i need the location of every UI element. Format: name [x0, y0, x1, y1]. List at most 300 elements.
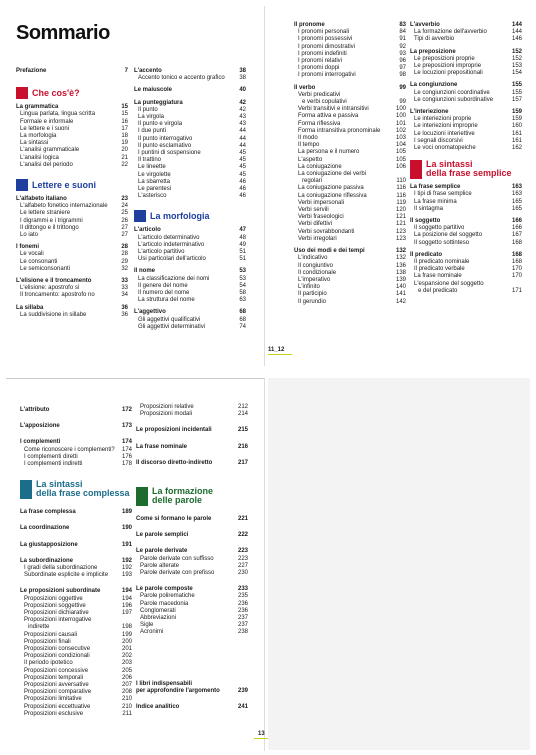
toc-subentry — [410, 70, 522, 77]
toc-subentry-label: Il trattino — [138, 157, 162, 164]
toc-entry: La coordinazione 190 — [20, 525, 132, 532]
toc-subentry-page: 38 — [239, 75, 246, 82]
toc-subentry-page: 103 — [395, 135, 406, 142]
toc-subentry-label: Il condizionale — [298, 269, 337, 276]
toc-subentry — [134, 164, 246, 171]
toc-subentry-label: La coniugazione passiva — [298, 185, 364, 192]
toc-subentry — [294, 51, 406, 58]
toc-subentry — [294, 207, 406, 214]
toc-subentry — [134, 317, 246, 324]
toc-subentry — [294, 142, 406, 149]
toc-subentry — [136, 404, 248, 411]
toc-subentry-page: 196 — [121, 602, 132, 609]
toc-subentry-page: 34 — [121, 292, 128, 299]
page-number-rule — [268, 354, 292, 355]
toc-subentry-label: Il soggetto partitivo — [414, 225, 465, 232]
toc-subentry-label: Verbi irregolari — [298, 235, 337, 242]
toc-subentry-page: 155 — [511, 89, 522, 96]
toc-subentry-page: 120 — [395, 207, 406, 214]
toc-subentry — [134, 242, 246, 249]
toc-entry: La subordinazione 192 — [20, 557, 132, 564]
toc-subentry — [134, 157, 246, 164]
toc-entry: Le parole derivate 223 — [136, 548, 248, 555]
toc-subentry-page: 200 — [121, 638, 132, 645]
toc-subentry — [136, 570, 248, 577]
toc-subentry-page: 100 — [395, 113, 406, 120]
toc-sublist — [20, 565, 132, 579]
toc-subentry-page: 15 — [121, 111, 128, 118]
toc-subentry — [134, 121, 246, 128]
toc-subentry-page: 43 — [239, 114, 246, 121]
toc-subentry-page: 121 — [395, 221, 406, 228]
toc-subentry-page: 162 — [511, 145, 522, 152]
toc-subentry — [20, 668, 132, 675]
toc-subentry-page: 236 — [237, 607, 248, 614]
toc-subentry-label: Le vocali — [20, 251, 44, 258]
toc-subentry — [16, 210, 128, 217]
toc-subentry — [16, 285, 128, 292]
toc-subentry — [20, 704, 132, 711]
toc-subentry-label: L'elisione: apostrofo sì — [20, 285, 80, 292]
toc-subentry — [410, 116, 522, 123]
toc-subentry — [294, 65, 406, 72]
toc-subentry — [20, 711, 132, 718]
toc-subentry — [16, 292, 128, 299]
toc-subentry-label: La frase nominale — [414, 273, 462, 280]
toc-subentry-page: 152 — [511, 55, 522, 62]
toc-subentry-page: 45 — [239, 150, 246, 157]
toc-entry: Indice analitico 241 — [136, 704, 248, 711]
toc-subentry — [134, 193, 246, 200]
toc-subentry-page: 21 — [121, 154, 128, 161]
toc-subentry-page: 45 — [239, 171, 246, 178]
toc-column — [20, 407, 132, 718]
toc-subentry — [410, 36, 522, 43]
toc-sublist — [134, 107, 246, 201]
toc-subentry — [294, 171, 406, 178]
toc-subentry-label: Il periodo ipotetico — [24, 660, 73, 667]
toc-subentry — [410, 138, 522, 145]
toc-subentry-label: L'espansione del soggetto — [414, 280, 484, 287]
toc-subentry-page: 154 — [511, 70, 522, 77]
toc-subentry-page: 139 — [395, 276, 406, 283]
toc-subentry-page: 119 — [396, 199, 406, 206]
toc-subentry-label: Il punto esclamativo — [138, 142, 192, 149]
toc-entry: Il nome 53 — [134, 268, 246, 275]
toc-subentry-page: 237 — [237, 622, 248, 629]
toc-subentry — [20, 682, 132, 689]
toc-subentry-page: 192 — [121, 565, 132, 572]
toc-subentry-page: 102 — [395, 127, 406, 134]
toc-subentry-label: Le lettere e i suoni — [20, 125, 70, 132]
toc-subentry-label: Il troncamento: apostrofo no — [20, 292, 95, 299]
toc-subentry-page: 19 — [121, 140, 128, 147]
toc-subentry — [20, 632, 132, 639]
toc-subentry-label: Sigle — [140, 622, 154, 629]
toc-subentry — [16, 126, 128, 133]
toc-subentry-label: La posizione del soggetto — [414, 232, 483, 239]
toc-subentry-page: 144 — [511, 29, 522, 36]
toc-subentry-page: 106 — [395, 163, 406, 170]
toc-subentry-page: 51 — [239, 256, 246, 263]
toc-subentry-label: I pronomi relativi — [298, 58, 343, 65]
toc-subentry-page: 105 — [395, 156, 406, 163]
toc-subentry-page: 44 — [239, 128, 246, 135]
toc-subentry-label: indirette — [28, 624, 50, 631]
toc-subentry-page: 46 — [239, 193, 246, 200]
toc-subentry-page: 132 — [395, 255, 406, 262]
toc-subentry — [134, 114, 246, 121]
toc-subentry-page: 207 — [121, 682, 132, 689]
section-title-line: La sintassi — [36, 479, 83, 490]
toc-subentry-page: 28 — [121, 251, 128, 258]
toc-subentry — [20, 660, 132, 667]
toc-entry: Le proposizioni incidentali 215 — [136, 427, 248, 434]
toc-subentry — [410, 191, 522, 198]
section-color-square — [134, 210, 146, 222]
toc-subentry — [20, 646, 132, 653]
toc-subentry-label: L'articolo determinativo — [138, 234, 200, 241]
toc-subentry — [134, 75, 246, 82]
toc-subentry-label: La formazione dell'avverbio — [414, 29, 487, 36]
toc-subentry-page: 24 — [121, 203, 128, 210]
toc-subentry — [294, 229, 406, 236]
toc-sublist — [134, 276, 246, 305]
toc-subentry-label: I puntini di sospensione — [138, 150, 201, 157]
toc-entry: La sillaba 36 — [16, 304, 128, 311]
toc-subentry — [20, 610, 132, 617]
toc-sublist — [410, 225, 522, 247]
toc-sublist — [134, 235, 246, 264]
toc-subentry-page: 206 — [121, 674, 132, 681]
toc-entry: La frase semplice 163 — [410, 184, 522, 191]
toc-subentry-label: Le consonanti — [20, 258, 58, 265]
toc-subentry-label: I pronomi personali — [298, 29, 350, 36]
toc-subentry — [20, 596, 132, 603]
toc-subentry-page — [404, 92, 406, 99]
toc-subentry — [16, 140, 128, 147]
toc-subentry-label: Il gerundio — [298, 298, 327, 305]
toc-subentry-page: 68 — [239, 316, 246, 323]
toc-subentry-page: 235 — [237, 593, 248, 600]
toc-entry: I complementi 174 — [20, 439, 132, 446]
toc-entry: Uso dei modi e dei tempi 132 — [294, 248, 406, 255]
toc-subentry-page: 214 — [237, 411, 248, 418]
toc-subentry — [410, 206, 522, 213]
section-title-line: La sintassi — [426, 159, 473, 170]
toc-subentry — [136, 629, 248, 636]
toc-subentry-page: 223 — [237, 555, 248, 562]
toc-subentry-page: 210 — [121, 703, 132, 710]
toc-subentry-page: 236 — [237, 600, 248, 607]
toc-subentry-page — [130, 617, 132, 624]
toc-sublist — [16, 203, 128, 239]
toc-subentry-page — [404, 171, 406, 178]
toc-subentry-page: 105 — [395, 149, 406, 156]
toc-subentry-label: I segnali discorsivi — [414, 137, 463, 144]
toc-subentry — [134, 290, 246, 297]
toc-sublist — [16, 251, 128, 273]
toc-subentry — [20, 572, 132, 579]
toc-subentry — [20, 653, 132, 660]
toc-subentry-page: 238 — [237, 629, 248, 636]
toc-subentry-label: Verbi transitivi e intransitivi — [298, 106, 369, 113]
toc-subentry-label: Le voci onomatopeiche — [414, 145, 476, 152]
section-header-che-cose: Che cos'è? — [16, 87, 128, 99]
toc-subentry-page: 29 — [121, 258, 128, 265]
toc-subentry — [136, 593, 248, 600]
toc-entry: L'alfabeto italiano 23 — [16, 196, 128, 203]
toc-subentry-label: e del predicato — [418, 287, 458, 294]
toc-subentry-label: Proposizioni dichiarative — [24, 610, 89, 617]
toc-subentry-label: La virgola — [138, 114, 165, 121]
toc-subentry-page: 165 — [511, 198, 522, 205]
toc-subentry-page: 210 — [121, 696, 132, 703]
toc-subentry-page: 194 — [121, 595, 132, 602]
toc-entry: La frase nominale 216 — [136, 443, 248, 450]
toc-entry: L'articolo 47 — [134, 227, 246, 234]
toc-subentry-page: 193 — [121, 572, 132, 579]
toc-subentry — [410, 199, 522, 206]
toc-entry: Il predicato 168 — [410, 251, 522, 258]
toc-subentry-page: 208 — [121, 689, 132, 696]
toc-subentry — [294, 135, 406, 142]
toc-subentry — [134, 324, 246, 331]
toc-subentry — [294, 255, 406, 262]
toc-subentry-label: Il sintagma — [414, 205, 444, 212]
toc-subentry-label: Forma attiva e passiva — [298, 113, 359, 120]
toc-sublist — [410, 29, 522, 43]
toc-subentry-page: 170 — [511, 266, 522, 273]
toc-subentry-page: 101 — [395, 120, 406, 127]
toc-subentry-label: Le locuzioni prepositionali — [414, 70, 483, 77]
toc-subentry-label: I pronomi dimostrativi — [298, 43, 356, 50]
section-title-line: delle parole — [152, 495, 203, 506]
toc-subentry-label: Parole alterate — [140, 562, 180, 569]
toc-subentry-label: L'indicativo — [298, 255, 328, 262]
toc-subentry-page: 25 — [121, 210, 128, 217]
toc-subentry-page: 165 — [511, 205, 522, 212]
toc-subentry-page: 199 — [121, 631, 132, 638]
toc-entry: La congiunzione 155 — [410, 82, 522, 89]
toc-subentry — [294, 291, 406, 298]
toc-sublist — [410, 90, 522, 104]
toc-entry: L'elisione e il troncamento 33 — [16, 278, 128, 285]
toc-entry: Come si formano le parole 221 — [136, 516, 248, 523]
toc-entry: La preposizione 152 — [410, 48, 522, 55]
toc-subentry — [16, 133, 128, 140]
toc-subentry-page: 100 — [395, 106, 406, 113]
section-title-line: La formazione — [152, 486, 214, 497]
toc-subentry — [134, 276, 246, 283]
toc-subentry-page: 74 — [239, 323, 246, 330]
section-header-formazione-parole — [136, 487, 248, 506]
toc-subentry — [20, 617, 132, 624]
toc-subentry-label: La coniugazione dei verbi — [298, 171, 367, 178]
toc-subentry-page: 44 — [239, 135, 246, 142]
toc-subentry — [136, 563, 248, 570]
toc-subentry-page: 159 — [511, 116, 522, 123]
toc-entry: La punteggiatura 42 — [134, 99, 246, 106]
toc-entry: Le parole composte 233 — [136, 586, 248, 593]
toc-subentry-label: Proposizioni avversative — [24, 682, 89, 689]
toc-subentry-label: I complementi indiretti — [24, 461, 83, 468]
toc-subentry-label: Verbi servili — [298, 207, 329, 214]
toc-subentry-page: 140 — [395, 284, 406, 291]
toc-subentry-label: I pronomi possessivi — [298, 36, 353, 43]
toc-entry: I fonemi 28 — [16, 244, 128, 251]
toc-subentry-page: 32 — [121, 265, 128, 272]
toc-subentry-label: Proposizioni esclusive — [24, 710, 84, 717]
toc-subentry-page: 121 — [395, 214, 406, 221]
toc-sublist — [16, 312, 128, 319]
toc-subentry-label: Usi particolari dell'articolo — [138, 256, 206, 263]
toc-entry: La grammatica 15 — [16, 104, 128, 111]
toc-subentry-label: La classificazione dei nomi — [138, 275, 210, 282]
section-color-square — [20, 480, 32, 499]
toc-subentry-page: 116 — [396, 185, 406, 192]
toc-subentry — [294, 214, 406, 221]
toc-subentry — [294, 221, 406, 228]
section-title-line: della frase semplice — [426, 168, 512, 179]
toc-subentry-page: 42 — [239, 106, 246, 113]
toc-subentry-label: I pronomi interrogativi — [298, 72, 356, 79]
toc-subentry-page: 22 — [121, 161, 128, 168]
toc-subentry-page: 92 — [399, 43, 406, 50]
toc-page-4 — [268, 378, 530, 750]
toc-subentry-label: I complementi diretti — [24, 453, 78, 460]
toc-subentry — [294, 58, 406, 65]
toc-subentry-page: 170 — [511, 273, 522, 280]
toc-subentry-page: 178 — [121, 461, 132, 468]
toc-subentry — [134, 143, 246, 150]
toc-subentry — [16, 312, 128, 319]
toc-subentry — [410, 225, 522, 232]
toc-sublist — [410, 191, 522, 213]
section-header-morfologia: La morfologia — [134, 210, 246, 222]
toc-subentry-label: regolari — [302, 178, 323, 185]
toc-subentry-page: 84 — [399, 29, 406, 36]
toc-subentry — [134, 107, 246, 114]
toc-column — [410, 22, 522, 295]
toc-subentry — [294, 164, 406, 171]
toc-subentry-label: Proposizioni consecutive — [24, 646, 91, 653]
toc-subentry-page: 142 — [395, 298, 406, 305]
toc-subentry-label: L'alfabeto fonetico internazionale — [20, 203, 108, 210]
toc-subentry — [20, 447, 132, 454]
section-color-square — [16, 179, 28, 191]
toc-subentry — [410, 266, 522, 273]
toc-subentry — [294, 263, 406, 270]
toc-subentry — [136, 608, 248, 615]
toc-subentry — [410, 63, 522, 70]
toc-column — [136, 404, 248, 711]
toc-subentry — [294, 29, 406, 36]
toc-subentry-page: 176 — [121, 453, 132, 460]
toc-page-1 — [6, 6, 265, 366]
toc-subentry-page: 202 — [121, 653, 132, 660]
toc-subentry-label: Il congiuntivo — [298, 262, 334, 269]
toc-subentry-label: Parole macedonia — [140, 600, 189, 607]
toc-subentry-label: L'infinito — [298, 284, 320, 291]
toc-subentry — [410, 232, 522, 239]
toc-subentry-label: Le congiunzioni coordinative — [414, 89, 490, 96]
toc-subentry-label: Forma intransitiva pronominale — [298, 127, 381, 134]
toc-subentry-page: 237 — [237, 615, 248, 622]
toc-subentry-label: Parole derivate con suffisso — [140, 555, 214, 562]
toc-column — [294, 22, 406, 306]
toc-subentry-page: 26 — [121, 217, 128, 224]
toc-subentry — [294, 236, 406, 243]
toc-subentry — [136, 411, 248, 418]
toc-subentry-label: Il participio — [298, 291, 327, 298]
toc-subentry — [134, 283, 246, 290]
toc-subentry — [294, 113, 406, 120]
toc-sublist — [410, 116, 522, 152]
toc-subentry — [16, 266, 128, 273]
toc-subentry — [16, 225, 128, 232]
toc-subentry-page: 53 — [239, 275, 246, 282]
toc-subentry — [134, 235, 246, 242]
toc-subentry-page: 45 — [239, 164, 246, 171]
toc-subentry-page: 168 — [511, 259, 522, 266]
toc-subentry-page: 27 — [121, 224, 128, 231]
toc-subentry — [294, 44, 406, 51]
toc-subentry-label: Proposizioni relative — [140, 404, 194, 410]
toc-subentry-page: 54 — [239, 282, 246, 289]
section-color-square — [410, 160, 422, 179]
section-color-square — [16, 87, 28, 99]
toc-subentry-page: 171 — [511, 287, 522, 294]
toc-subentry-page: 91 — [399, 36, 406, 43]
toc-subentry-page: 227 — [237, 562, 248, 569]
toc-entry: L'apposizione 173 — [20, 423, 132, 430]
toc-subentry — [136, 556, 248, 563]
toc-column — [16, 68, 128, 319]
toc-subentry-label: I pronomi indefiniti — [298, 50, 347, 57]
toc-subentry-label: Proposizioni finali — [24, 638, 71, 645]
toc-entry: L'aggettivo 68 — [134, 309, 246, 316]
toc-subentry — [294, 92, 406, 99]
toc-subentry-label: Proposizioni limitative — [24, 696, 82, 703]
toc-subentry — [410, 259, 522, 266]
toc-subentry-label: e verbi copulativi — [302, 99, 347, 106]
toc-subentry-label: Gli aggettivi qualificativi — [138, 316, 201, 323]
toc-subentry-label: Proposizioni interrogative — [24, 617, 92, 624]
toc-subentry-page: 161 — [511, 130, 522, 137]
toc-subentry — [410, 273, 522, 280]
toc-subentry — [136, 615, 248, 622]
toc-sublist — [410, 56, 522, 78]
toc-subentry — [136, 601, 248, 608]
toc-entry-continued: I libri indispensabili — [136, 680, 193, 687]
toc-subentry — [134, 297, 246, 304]
toc-subentry-label: I tipi di frase semplice — [414, 191, 472, 198]
toc-subentry-label: Le interiezioni improprie — [414, 123, 478, 130]
toc-sublist — [134, 75, 246, 82]
toc-subentry — [410, 288, 522, 295]
toc-subentry-label: Le preposizioni improprie — [414, 63, 482, 70]
toc-subentry-page: 167 — [511, 232, 522, 239]
toc-subentry-page: 45 — [239, 157, 246, 164]
toc-entry: Il soggetto 166 — [410, 218, 522, 225]
toc-subentry-label: Il predicato nominale — [414, 259, 470, 266]
toc-subentry-label: Proposizioni concessive — [24, 667, 89, 674]
toc-subentry-page: 141 — [395, 291, 406, 298]
toc-subentry-page: 93 — [399, 50, 406, 57]
toc-subentry — [134, 136, 246, 143]
toc-subentry-label: L'asterisco — [138, 193, 167, 200]
